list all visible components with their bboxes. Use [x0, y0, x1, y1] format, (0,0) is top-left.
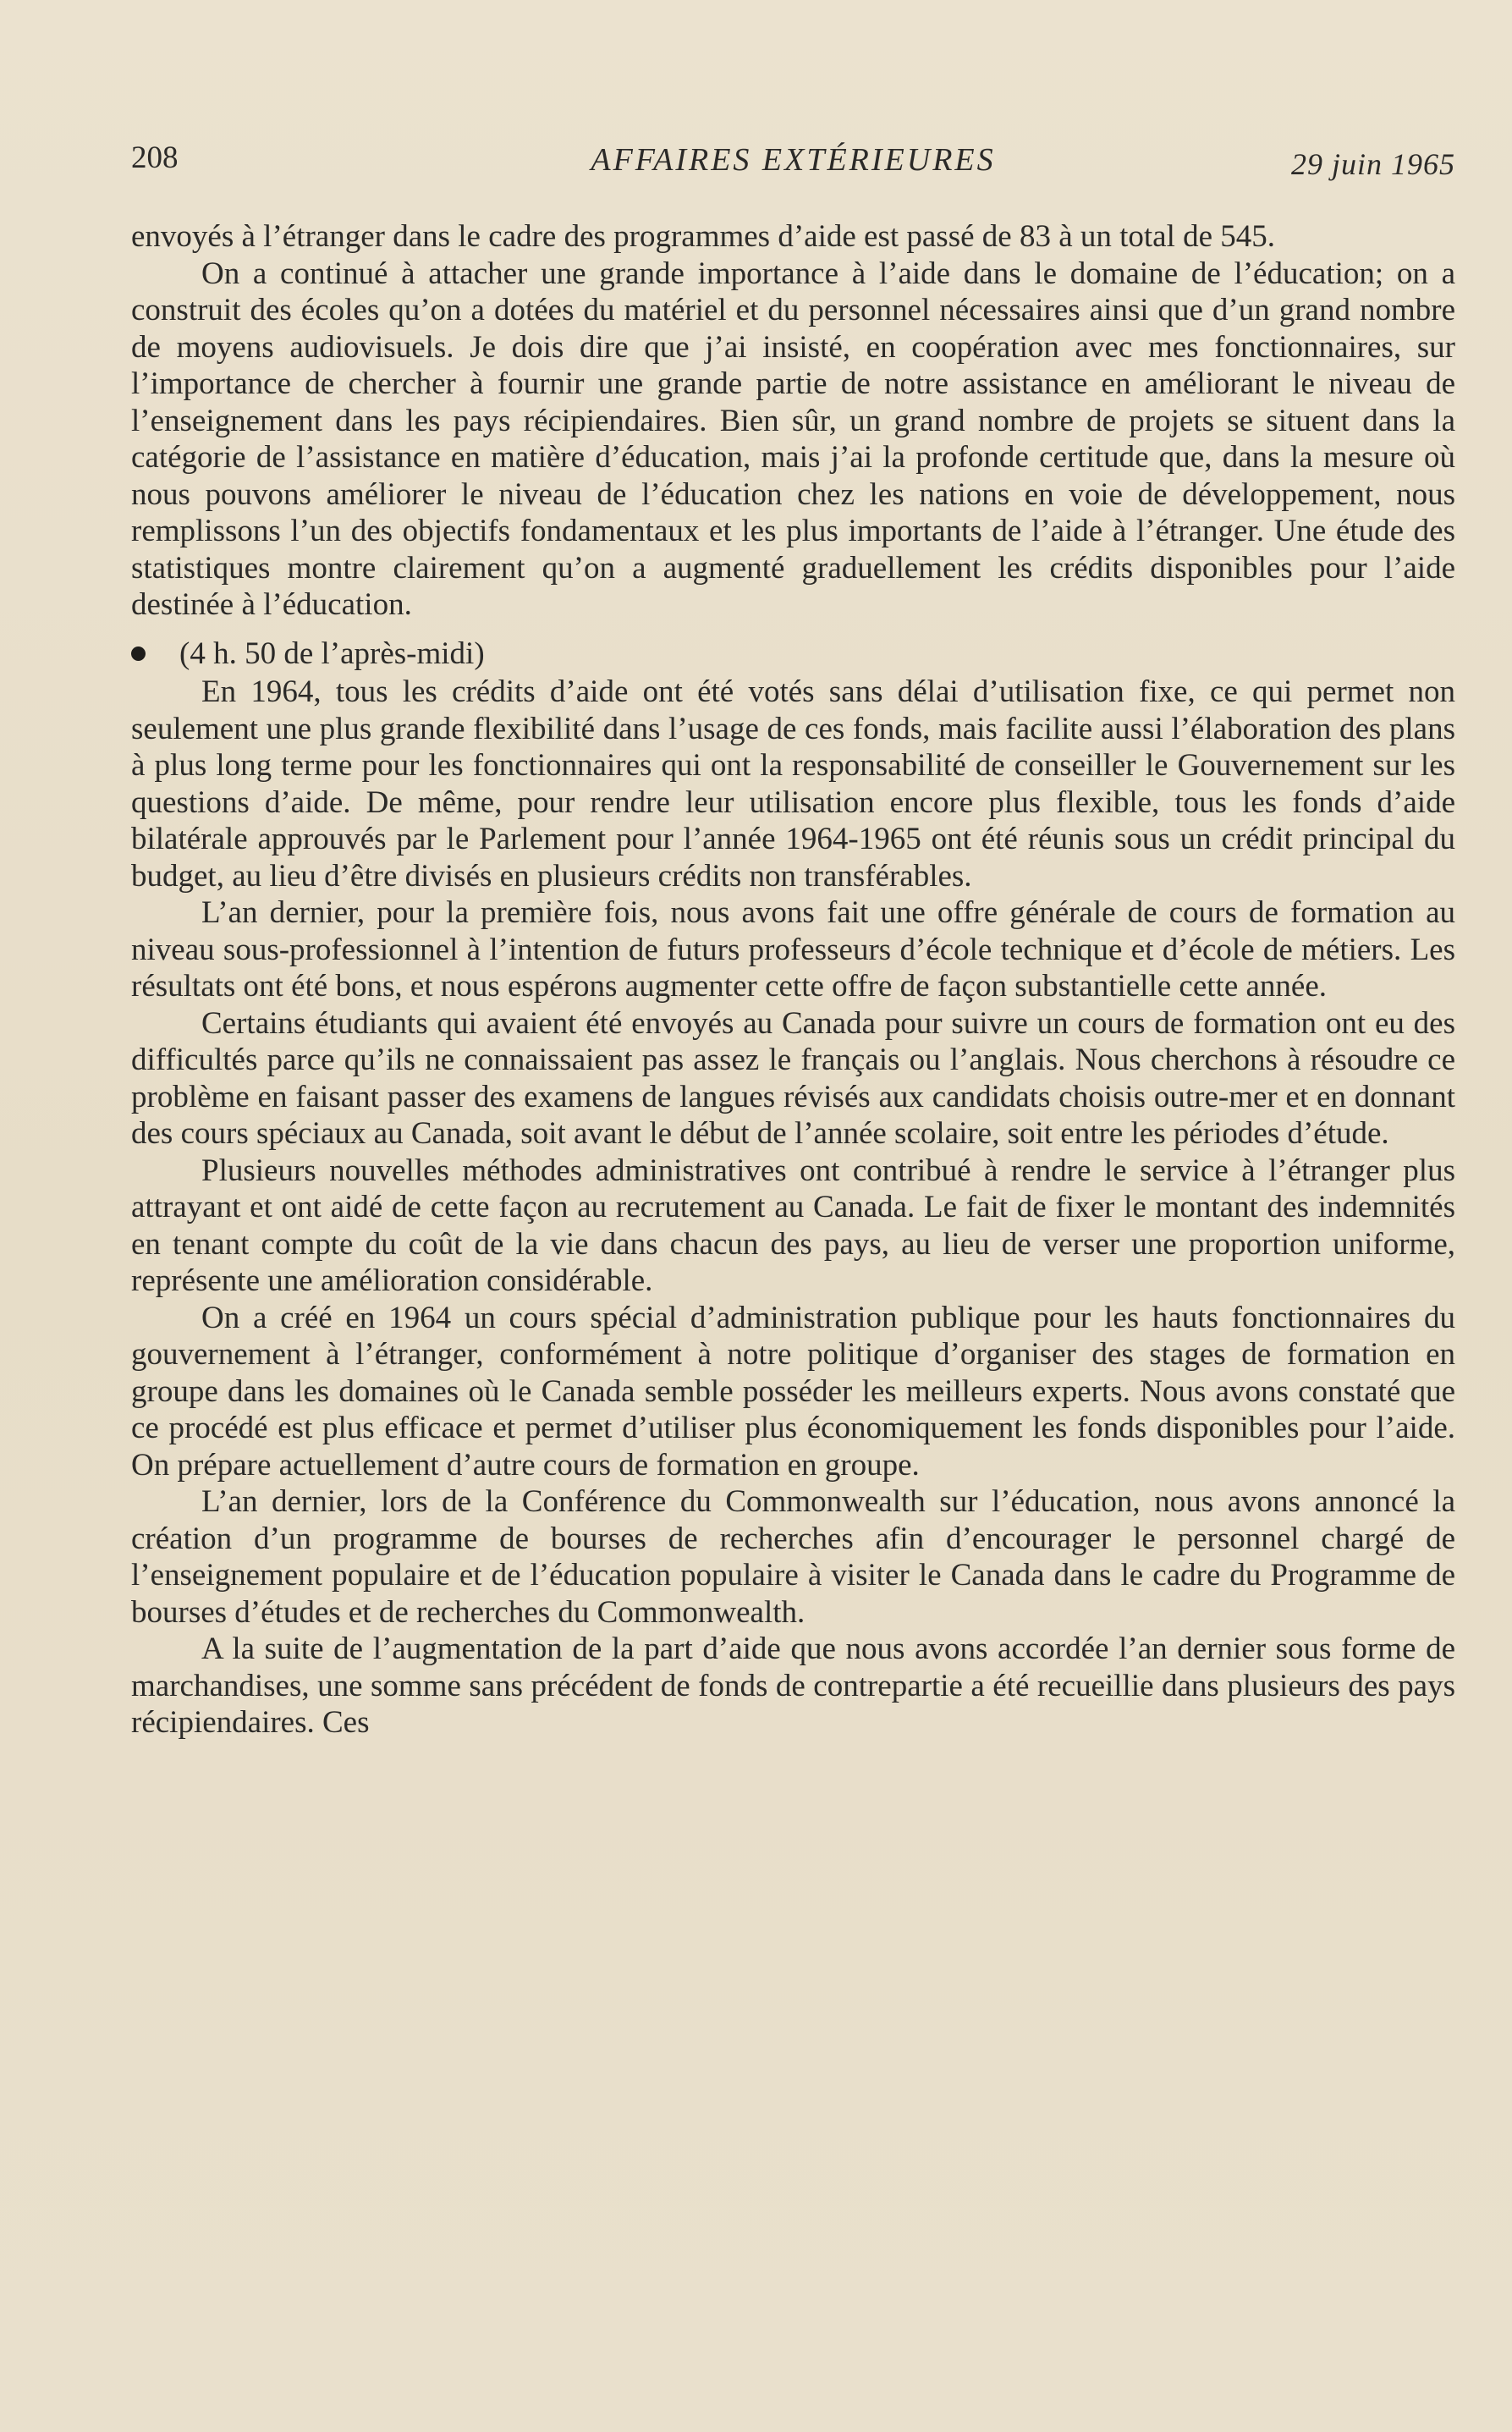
page-number: 208: [131, 140, 179, 175]
paragraph-training-offer: L’an dernier, pour la première fois, nous avons fait une offre générale de cours de formation au niveau sous-professionnel à l’intention de futurs professeurs d’école technique et d’école de métiers. Les résultats ont été bons, et nous espérons augmenter cette offre de façon substantielle cette année.: [131, 895, 1455, 1004]
bullet-icon: [131, 647, 146, 661]
header-date: 29 juin 1965: [1290, 147, 1455, 181]
paragraph-public-administration-course: On a créé en 1964 un cours spécial d’administration publique pour les hauts fonctionnaires du gouvernement à l’étranger, conformément à notre politique d’organiser des stages de formation en groupe dans les domaines où le Canada semble posséder les meilleurs experts. Nous avons constaté que ce procédé est plus efficace et permet d’utiliser plus économiquement les fonds disponibles pour l’aide. On prépare actuellement d’autre cours de formation en groupe.: [131, 1300, 1455, 1483]
body-text: [131, 218, 1455, 1741]
paragraph-credits-1964: En 1964, tous les crédits d’aide ont été votés sans délai d’utilisation fixe, ce qui permet non seulement une plus grande flexibilité dans l’usage de ces fonds, mais facilite aussi l’élaboration des plans à plus long terme pour les fonctionnaires qui ont la responsabilité de conseiller le Gouvernement sur les questions d’aide. De même, pour rendre leur utilisation encore plus flexible, tous les fonds d’aide bilatérale approuvés par le Parlement pour l’année 1964-1965 ont été réunis sous un crédit principal du budget, au lieu d’être divisés en plusieurs crédits non transférables.: [131, 674, 1455, 894]
time-marker: [131, 636, 1455, 673]
page-header: [131, 140, 1455, 190]
running-title: AFFAIRES EXTÉRIEURES: [591, 142, 996, 178]
paragraph-education-aid: On a continué à attacher une grande importance à l’aide dans le domaine de l’éducation; on a construit des écoles qu’on a dotées du matériel et du personnel nécessaires ainsi que d’un grand nombre de moyens audiovisuels. Je dois dire que j’ai insisté, en coopération avec mes fonctionnaires, sur l’importance de chercher à fournir une grande partie de notre assistance en améliorant le niveau de l’enseignement dans les pays récipiendaires. Bien sûr, un grand nombre de projets se situent dans la catégorie de l’assistance en matière d’éducation, mais j’ai la profonde certitude que, dans la mesure où nous pouvons améliorer le niveau de l’éducation chez les nations en voie de développement, nous remplissons l’un des objectifs fondamentaux et les plus importants de l’aide à l’étranger. Une étude des statistiques montre clairement qu’on a augmenté graduellement les crédits disponibles pour l’aide destinée à l’éducation.: [131, 256, 1455, 622]
paragraph-administrative-methods: Plusieurs nouvelles méthodes administratives ont contribué à rendre le service à l’étranger plus attrayant et ont aidé de cette façon au recrutement au Canada. Le fait de fixer le montant des indemnités en tenant compte du coût de la vie dans chacun des pays, au lieu de verser une proportion uniforme, représente une amélioration considérable.: [131, 1153, 1455, 1298]
paragraph-language-difficulties: Certains étudiants qui avaient été envoyés au Canada pour suivre un cours de formation ont eu des difficultés parce qu’ils ne connaissaient pas assez le français ou l’anglais. Nous cherchons à résoudre ce problème en faisant passer des examens de langues révisés aux candidats choisis outre-mer et en donnant des cours spéciaux au Canada, soit avant le début de l’année scolaire, soit entre les périodes d’étude.: [131, 1005, 1455, 1151]
time-marker-text: (4 h. 50 de l’après-midi): [179, 636, 485, 671]
paragraph-counterpart-funds: A la suite de l’augmentation de la part d’aide que nous avons accordée l’an dernier sous forme de marchandises, une somme sans précédent de fonds de contrepartie a été recueillie dans plusieurs des pays récipiendaires. Ces: [131, 1631, 1455, 1740]
paragraph-commonwealth-conference: L’an dernier, lors de la Conférence du Commonwealth sur l’éducation, nous avons annoncé la création d’un programme de bourses de recherches afin d’encourager le personnel chargé de l’enseignement populaire et de l’éducation populaire à visiter le Canada dans le cadre du Programme de bourses d’études et de recherches du Commonwealth.: [131, 1484, 1455, 1630]
paragraph-continuation: envoyés à l’étranger dans le cadre des programmes d’aide est passé de 83 à un total de 545.: [131, 219, 1276, 254]
